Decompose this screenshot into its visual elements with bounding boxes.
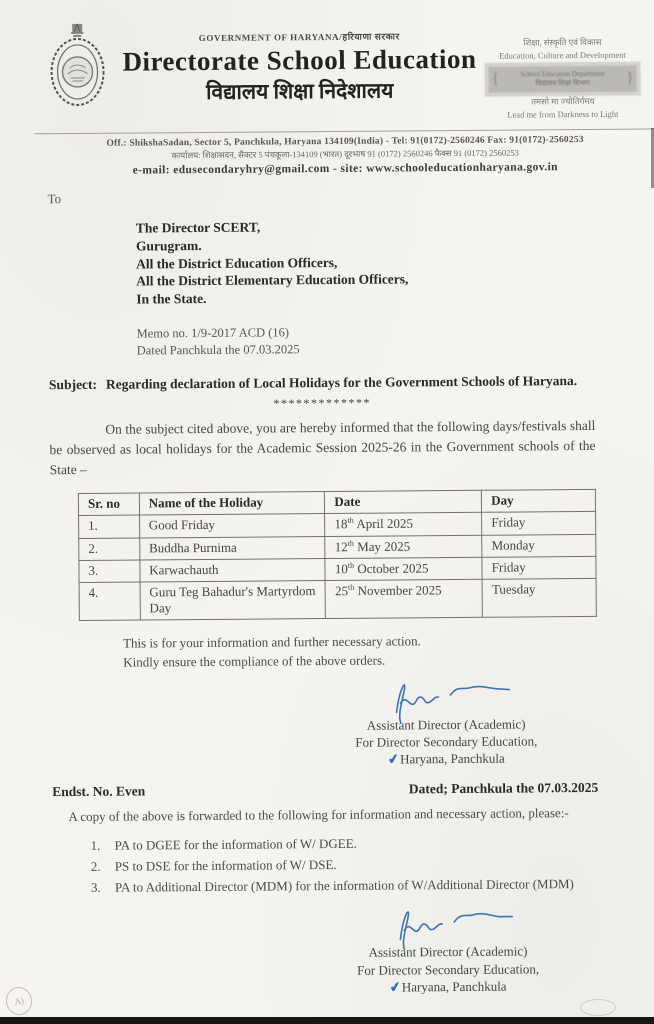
- memo-block: [137, 322, 595, 359]
- signatory-place: ✔Haryana, Panchkula: [388, 978, 507, 996]
- addressee-block: [136, 216, 595, 309]
- endst-date: Dated; Panchkula the 07.03.2025: [408, 780, 599, 797]
- faint-stamp: A): [3, 985, 34, 1018]
- directorate-title-hi: विद्यालय शिक्षा निदेशालय: [205, 78, 394, 104]
- dept-badge: [489, 65, 637, 93]
- subject-label: Subject:: [48, 376, 98, 392]
- motto-en: Lead me from Darkness to Light: [507, 108, 619, 120]
- cell-day: Tuesday: [482, 579, 596, 618]
- cell-day: Friday: [482, 512, 596, 535]
- endorsement-row: [52, 780, 598, 800]
- cell-day: Friday: [482, 556, 596, 579]
- addressee-line: In the State.: [136, 291, 207, 307]
- list-item: 2. PS to DSE for the information of W/ DSE.: [90, 857, 337, 875]
- cell-day: Monday: [482, 534, 596, 557]
- email-website-line: e-mail: edusecondaryhry@gmail.com - site: www.schooleducationharyana.gov.in: [132, 161, 559, 177]
- directorate-title-en: Directorate School Education: [122, 43, 477, 77]
- addressee-line: Gurugram.: [135, 237, 202, 254]
- forward-list: [91, 831, 596, 898]
- endst-number: Endst. No. Even: [52, 783, 146, 800]
- forward-paragraph: A copy of the above is forwarded to the following for information and necessary action, please:-: [68, 805, 569, 825]
- signatory-for: For Director Secondary Education,: [355, 733, 538, 750]
- table-row: [79, 579, 596, 621]
- subject-text: Regarding declaration of Local Holidays for the Government Schools of Haryana.: [105, 372, 578, 392]
- col-header-name: Name of the Holiday: [139, 492, 325, 515]
- addressee-line: All the District Education Officers,: [136, 254, 338, 272]
- dept-tagline-hi: शिक्षा, संस्कृति एवं विकास: [523, 36, 602, 48]
- cell-holiday-name: Good Friday: [139, 514, 325, 538]
- check-mark-icon: ✔: [388, 978, 403, 996]
- memo-number: Memo no. 1/9-2017 ACD (16): [136, 325, 290, 341]
- signatory-place: ✔Haryana, Panchkula: [386, 750, 505, 768]
- contact-strip: [35, 128, 654, 183]
- cell-holiday-name: Buddha Purnima: [139, 536, 325, 560]
- letterhead: [0, 9, 654, 125]
- col-header-srno: Sr. no: [78, 493, 139, 515]
- addressee-line: All the District Elementary Education Officers,: [136, 271, 409, 289]
- cell-srno: 3.: [79, 560, 140, 583]
- government-line: GOVERNMENT OF HARYANA/हरियाणा सरकार: [198, 31, 400, 44]
- office-address-en: Off.: ShikshaSadan, Sector 5, Panchkula, Haryana 134109(India) - Tel: 91(0172)-2560246 Fax: 91(0172)-2560253: [106, 134, 584, 149]
- signature-block-2: [320, 901, 576, 996]
- col-header-day: Day: [482, 490, 596, 513]
- cell-srno: 1.: [79, 515, 140, 538]
- dept-badge-line1: { School Education Department: [520, 69, 605, 78]
- check-mark-icon: ✔: [386, 750, 401, 768]
- faint-stamp: [580, 999, 616, 1016]
- dept-badge-line2: विद्यालय शिक्षा विभाग: [535, 78, 590, 88]
- cell-holiday-name: Guru Teg Bahadur's Martyrdom Day: [140, 581, 326, 620]
- subject-line: [49, 372, 595, 395]
- signatory-for: For Director Secondary Education,: [357, 960, 540, 978]
- cell-srno: 4.: [79, 582, 140, 620]
- addressee-line: The Director SCERT,: [135, 219, 261, 236]
- separator-stars: *************: [273, 395, 371, 411]
- signature-block-1: [318, 671, 574, 768]
- header-right-block: [478, 13, 647, 121]
- col-header-date: Date: [325, 491, 482, 514]
- signatory-title: Assistant Director (Academic): [368, 943, 528, 961]
- closing-block: [123, 631, 597, 672]
- office-address-hi: कार्यालय: शिक्षासदन, सैक्टर 5 पंचकूला-134109 (भारत) दूरभाष 91 (0172) 2560246 फैक्स 91 (0172) 2560253: [171, 147, 519, 161]
- holiday-table: [78, 489, 597, 621]
- closing-line: Kindly ensure the compliance of the above orders.: [123, 652, 386, 670]
- signatory-title: Assistant Director (Academic): [366, 716, 526, 733]
- cell-date: 18th April 2025: [325, 513, 482, 537]
- body-paragraph: On the subject cited above, you are hereby informed that the following days/festivals shall be observed as local holidays for the Academic Session 2025-26 in the Government schools of the State –: [49, 417, 596, 478]
- to-label: To: [47, 190, 62, 207]
- cell-date: 10th October 2025: [325, 557, 482, 581]
- list-item: 1. PA to DGEE for the information of W/ DGEE.: [90, 836, 357, 854]
- cell-srno: 2.: [79, 538, 140, 561]
- haryana-emblem-icon: [40, 18, 121, 126]
- cell-holiday-name: Karwachauth: [140, 559, 326, 583]
- cell-date: 25th November 2025: [325, 580, 482, 619]
- closing-line: This is for your information and further necessary action.: [122, 633, 421, 651]
- dept-tagline-en: Education, Culture and Development: [499, 49, 626, 61]
- cell-date: 12th May 2025: [325, 535, 482, 559]
- list-item: 3. PA to Additional Director (MDM) for the information of W/Additional Director (MDM): [90, 876, 574, 896]
- motto-hi: तमसो मा ज्योतिर्गमय: [531, 96, 595, 107]
- scan-edge-bottom: [0, 1017, 654, 1024]
- memo-date: Dated Panchkula the 07.03.2025: [136, 342, 300, 358]
